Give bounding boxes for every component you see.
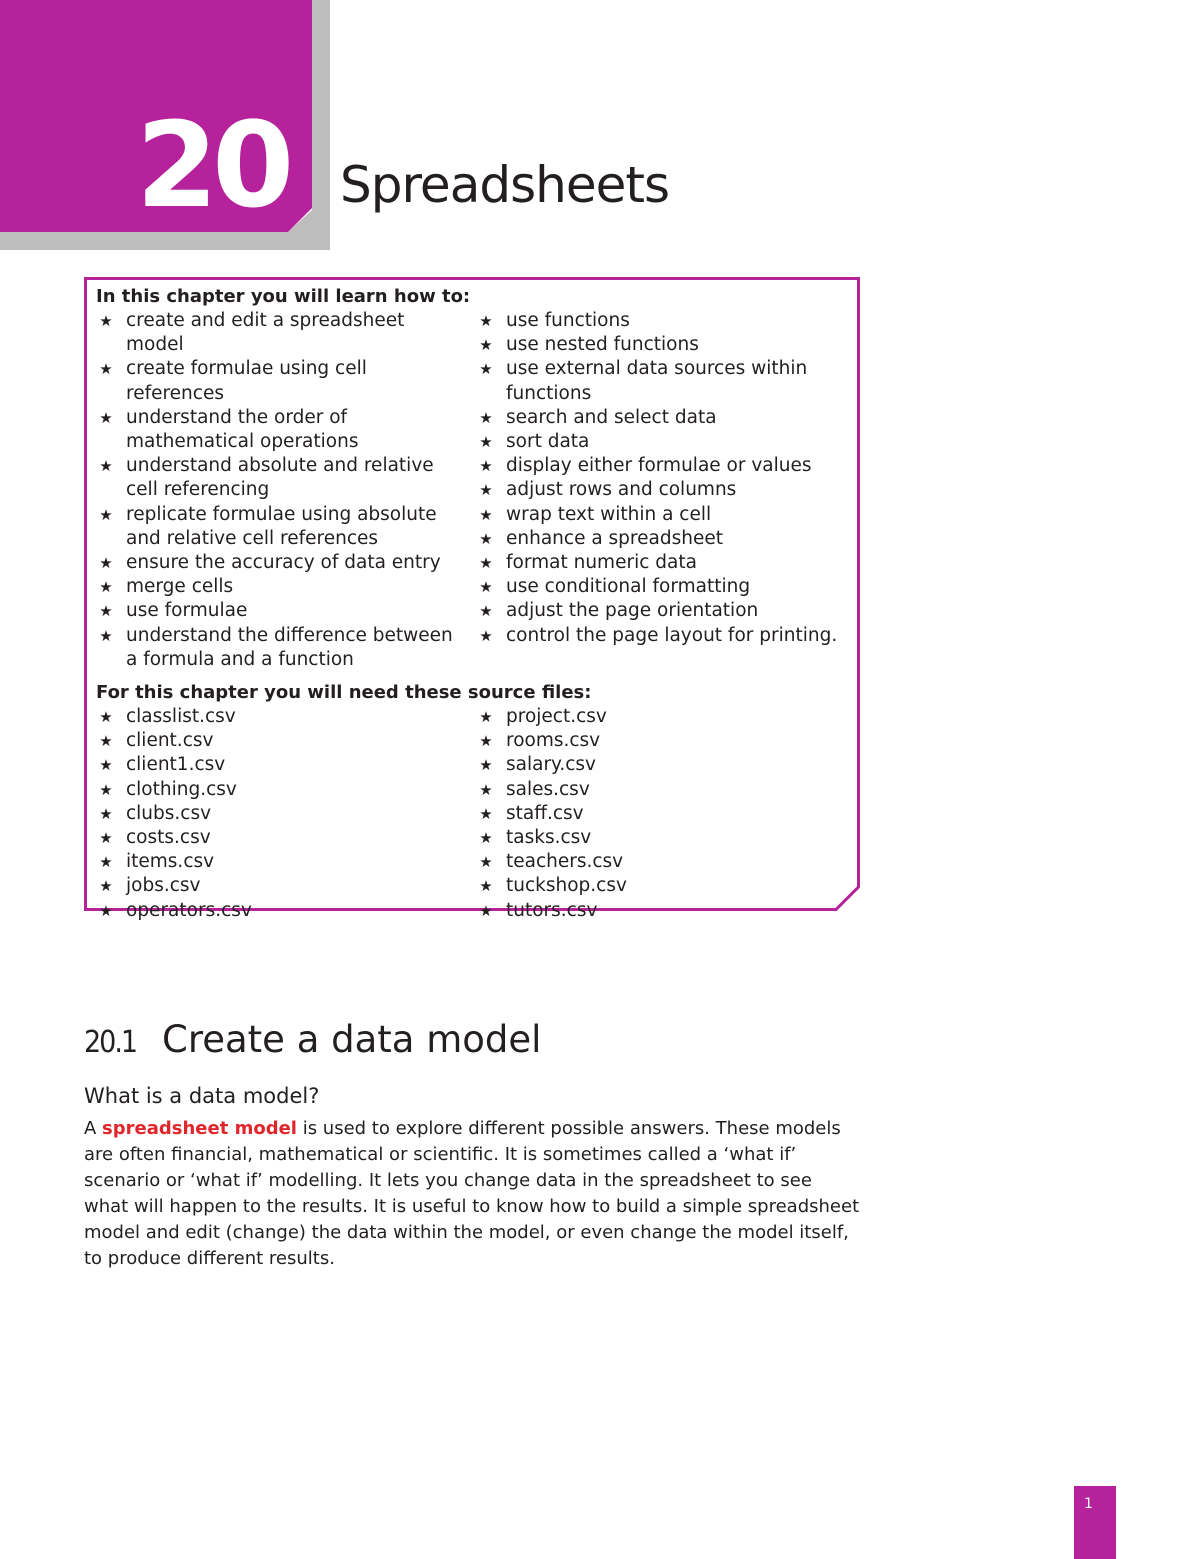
objectives-heading: In this chapter you will learn how to:: [96, 286, 471, 307]
source-file-item: [96, 874, 466, 898]
objective-item: [476, 527, 846, 551]
source-file-item: [96, 826, 466, 850]
objective-item: [96, 309, 466, 357]
objective-item: [96, 357, 466, 405]
objective-item-text: sort data: [506, 431, 590, 453]
objective-item: [476, 430, 846, 454]
source-file-item: [96, 705, 466, 729]
objective-item: [96, 575, 466, 599]
star-icon: ★: [479, 626, 493, 645]
star-icon: ★: [479, 853, 493, 872]
star-icon: ★: [99, 756, 113, 775]
source-file-item-text: costs.csv: [126, 827, 211, 849]
source-file-item: [96, 850, 466, 874]
source-file-item-text: rooms.csv: [506, 730, 601, 752]
source-file-item-text: items.csv: [126, 851, 215, 873]
source-file-item-text: staff.csv: [506, 802, 584, 824]
star-icon: ★: [99, 360, 113, 379]
star-icon: ★: [99, 626, 113, 645]
source-file-item: [96, 729, 466, 753]
source-file-item: [476, 874, 846, 898]
star-icon: ★: [99, 554, 113, 573]
source-files-right-column: [476, 705, 846, 923]
objective-item: [96, 503, 466, 551]
star-icon: ★: [479, 578, 493, 597]
star-icon: ★: [479, 756, 493, 775]
section-title: Create a data model: [162, 1018, 542, 1061]
body-paragraph: [84, 1116, 860, 1272]
source-file-item-text: jobs.csv: [126, 875, 201, 897]
objectives-right-column: [476, 309, 846, 648]
objective-item: [476, 575, 846, 599]
source-file-item-text: tasks.csv: [506, 827, 592, 849]
source-file-item: [476, 729, 846, 753]
star-icon: ★: [99, 829, 113, 848]
source-file-item: [476, 850, 846, 874]
objective-item-text: use functions: [506, 310, 630, 331]
star-icon: ★: [479, 732, 493, 751]
source-file-item: [476, 826, 846, 850]
page-number: 1: [1084, 1496, 1093, 1512]
chapter-header-block: [0, 0, 330, 250]
objective-item: [476, 551, 846, 575]
objective-item: [476, 599, 846, 623]
objective-item-text: use nested functions: [506, 334, 699, 356]
source-file-item-text: clothing.csv: [126, 778, 237, 800]
star-icon: ★: [479, 433, 493, 452]
star-icon: ★: [479, 602, 493, 621]
star-icon: ★: [479, 505, 493, 524]
source-file-item-text: classlist.csv: [126, 706, 236, 727]
source-file-item-text: clubs.csv: [126, 802, 212, 824]
source-file-item-text: tutors.csv: [506, 899, 598, 921]
objective-item-text: merge cells: [126, 576, 234, 598]
objective-item-text: create and edit a spreadsheet model: [126, 310, 405, 356]
objective-item-text: understand absolute and relative cell referencing: [126, 455, 434, 501]
source-file-item-text: operators.csv: [126, 899, 252, 921]
source-file-item: [476, 802, 846, 826]
star-icon: ★: [479, 901, 493, 920]
star-icon: ★: [99, 312, 113, 330]
objective-item-text: understand the difference between a formula and a function: [126, 624, 453, 670]
objective-item-text: format numeric data: [506, 552, 697, 574]
objective-item-text: enhance a spreadsheet: [506, 527, 723, 549]
star-icon: ★: [479, 481, 493, 500]
key-term: spreadsheet model: [102, 1118, 297, 1139]
star-icon: ★: [99, 853, 113, 872]
star-icon: ★: [479, 336, 493, 355]
objective-item: [476, 478, 846, 502]
objective-item-text: display either formulae or values: [506, 455, 812, 477]
objective-item-text: understand the order of mathematical operations: [126, 406, 359, 453]
source-file-item-text: client1.csv: [126, 754, 226, 776]
source-file-item: [476, 705, 846, 729]
source-file-item-text: teachers.csv: [506, 851, 624, 873]
para-rest: is used to explore different possible answers. These models are often financial, mathematical or scientific. It is sometimes called a ‘what if’ scenario or ‘what if’ modelling. It lets you change data in the spreadsheet to see what will happen to the results. It is useful to know how to build a simple spreadsheet model and edit (change) the data within the model, or even change the model itself, to produce different results.: [84, 1118, 860, 1269]
source-file-item: [476, 778, 846, 802]
star-icon: ★: [99, 804, 113, 823]
star-icon: ★: [99, 877, 113, 896]
objective-item: [476, 503, 846, 527]
source-file-item-text: client.csv: [126, 730, 214, 752]
section-heading: [84, 1016, 541, 1067]
objective-item: [96, 551, 466, 575]
star-icon: ★: [479, 804, 493, 823]
star-icon: ★: [479, 529, 493, 548]
objective-item-text: adjust the page orientation: [506, 600, 759, 622]
star-icon: ★: [479, 877, 493, 896]
source-file-item: [96, 899, 466, 923]
source-file-item-text: project.csv: [506, 706, 607, 727]
star-icon: ★: [479, 408, 493, 427]
objective-item: [476, 406, 846, 430]
source-file-item: [96, 753, 466, 777]
star-icon: ★: [99, 732, 113, 751]
star-icon: ★: [99, 708, 113, 726]
objective-item: [476, 624, 846, 648]
chapter-number: 20: [136, 96, 289, 234]
objective-item-text: replicate formulae using absolute and relative cell references: [126, 503, 437, 549]
chapter-title: Spreadsheets: [340, 156, 669, 214]
source-files-left-column: [96, 705, 466, 923]
source-file-item-text: sales.csv: [506, 778, 590, 800]
star-icon: ★: [99, 408, 113, 427]
objectives-left-column: [96, 309, 466, 672]
star-icon: ★: [479, 708, 493, 726]
star-icon: ★: [99, 901, 113, 920]
star-icon: ★: [479, 312, 493, 330]
source-file-item: [476, 899, 846, 923]
subheading: What is a data model?: [84, 1084, 320, 1108]
star-icon: ★: [479, 780, 493, 799]
source-file-item: [96, 802, 466, 826]
objective-item-text: use formulae: [126, 600, 248, 622]
source-file-item-text: tuckshop.csv: [506, 875, 627, 897]
objective-item: [96, 599, 466, 623]
page-number-tab: [1074, 1486, 1116, 1559]
source-file-item: [96, 778, 466, 802]
objective-item: [476, 454, 846, 478]
objective-item-text: ensure the accuracy of data entry: [126, 552, 441, 574]
objective-item-text: control the page layout for printing.: [506, 624, 838, 646]
objective-item-text: wrap text within a cell: [506, 503, 712, 525]
objective-item-text: use conditional formatting: [506, 576, 751, 598]
para-start: A: [84, 1118, 103, 1139]
objective-item: [476, 357, 846, 405]
star-icon: ★: [99, 505, 113, 524]
objective-item: [96, 454, 466, 502]
source-file-item: [476, 753, 846, 777]
source-file-item-text: salary.csv: [506, 754, 597, 776]
star-icon: ★: [99, 780, 113, 799]
star-icon: ★: [479, 457, 493, 476]
objective-item-text: adjust rows and columns: [506, 479, 737, 501]
objective-item: [96, 624, 466, 672]
star-icon: ★: [99, 457, 113, 476]
star-icon: ★: [479, 360, 493, 379]
section-number: 20.1: [84, 1025, 137, 1060]
objective-item: [476, 309, 846, 333]
objective-item-text: search and select data: [506, 406, 717, 428]
star-icon: ★: [99, 578, 113, 597]
star-icon: ★: [99, 602, 113, 621]
star-icon: ★: [479, 554, 493, 573]
objective-item-text: use external data sources within functions: [506, 358, 808, 404]
objective-item: [96, 406, 466, 454]
star-icon: ★: [479, 829, 493, 848]
objective-item-text: create formulae using cell references: [126, 358, 367, 404]
source-files-heading: For this chapter you will need these source files:: [96, 682, 592, 703]
objective-item: [476, 333, 846, 357]
